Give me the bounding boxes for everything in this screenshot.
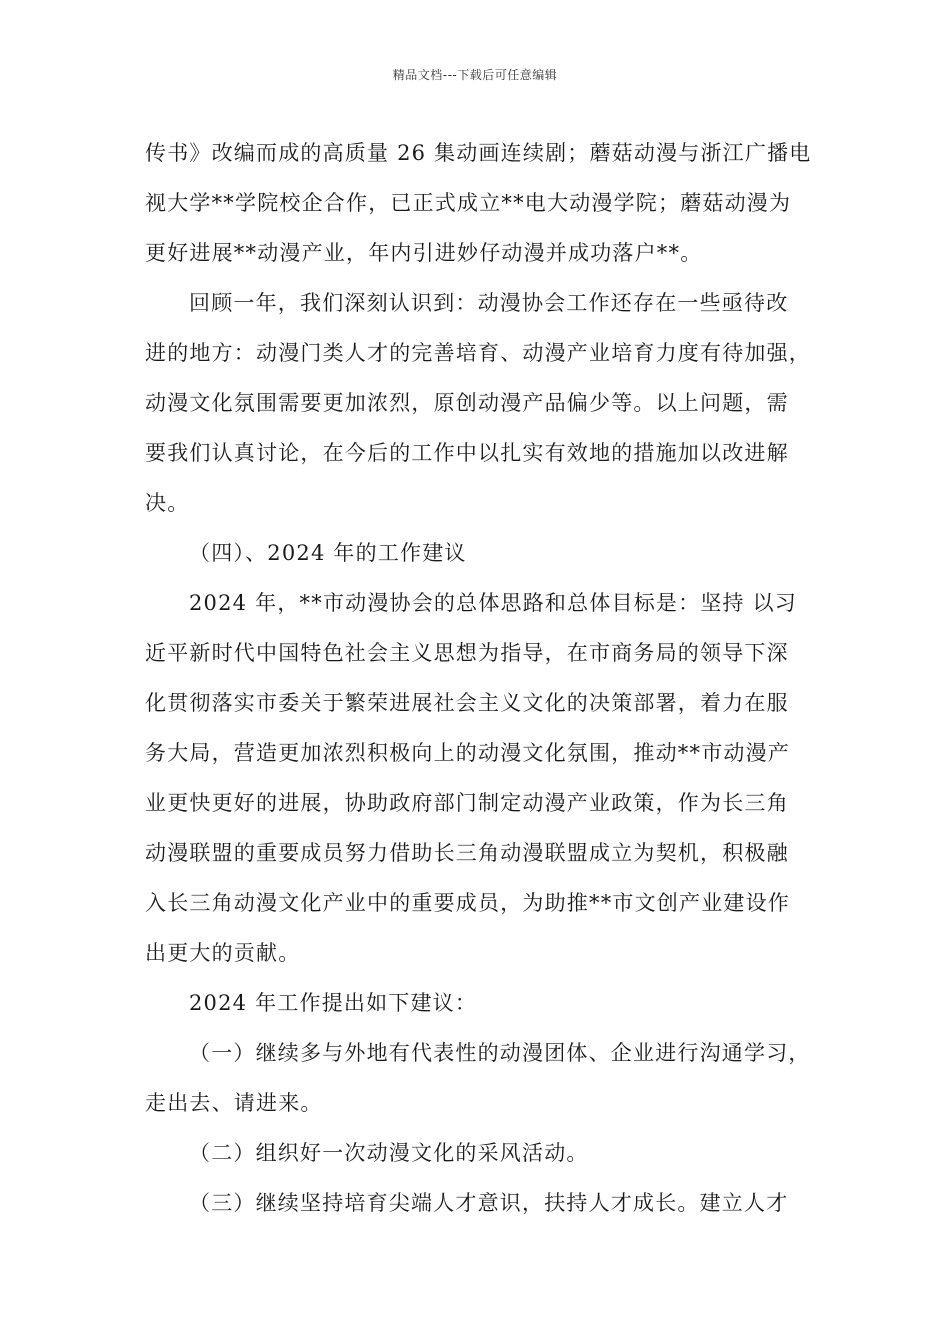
text-line: 化贯彻落实市委关于繁荣进展社会主义文化的决策部署，着力在服 xyxy=(145,691,789,715)
paragraph-start-line: 2024 年，**市动漫协会的总体思路和总体目标是：坚持 以习 xyxy=(189,591,797,615)
document-body xyxy=(145,128,813,1228)
text-line: 动漫文化氛围需要更加浓烈，原创动漫产品偏少等。以上问题，需 xyxy=(145,391,789,415)
text-line: 传书》改编而成的高质量 26 集动画连续剧；蘑菇动漫与浙江广播电 xyxy=(145,141,812,165)
text-line: 更好进展**动漫产业，年内引进妙仔动漫并成功落户**。 xyxy=(145,241,703,265)
text-line: 进的地方：动漫门类人才的完善培育、动漫产业培育力度有待加强， xyxy=(145,341,811,365)
paragraph-start-line: 2024 年工作提出如下建议： xyxy=(189,991,478,1015)
page-header: 精品文档---下载后可任意编辑 xyxy=(392,68,558,82)
section-heading: （四）、2024 年的工作建议 xyxy=(189,541,467,565)
text-line: 动漫联盟的重要成员努力借助长三角动漫联盟成立为契机，积极融 xyxy=(145,841,789,865)
paragraph-start-line: 回顾一年，我们深刻认识到：动漫协会工作还存在一些亟待改 xyxy=(189,291,789,315)
text-line: 走出去、请进来。 xyxy=(145,1091,323,1115)
list-item-line: （二）组织好一次动漫文化的采风活动。 xyxy=(189,1141,589,1165)
list-item-line: （三）继续坚持培育尖端人才意识，扶持人才成长。建立人才 xyxy=(189,1191,789,1215)
text-line: 近平新时代中国特色社会主义思想为指导，在市商务局的领导下深 xyxy=(145,641,789,665)
text-line: 视大学**学院校企合作，已正式成立**电大动漫学院；蘑菇动漫为 xyxy=(145,191,792,215)
text-line: 要我们认真讨论，在今后的工作中以扎实有效地的措施加以改进解 xyxy=(145,441,789,465)
list-item-line: （一）继续多与外地有代表性的动漫团体、企业进行沟通学习， xyxy=(189,1041,811,1065)
text-line: 出更大的贡献。 xyxy=(145,941,301,965)
text-line: 业更快更好的进展，协助政府部门制定动漫产业政策，作为长三角 xyxy=(145,791,789,815)
text-line: 决。 xyxy=(145,491,190,515)
text-line: 务大局，营造更加浓烈积极向上的动漫文化氛围，推动**市动漫产 xyxy=(145,741,790,765)
text-line: 入长三角动漫文化产业中的重要成员，为助推**市文创产业建设作 xyxy=(145,891,790,915)
